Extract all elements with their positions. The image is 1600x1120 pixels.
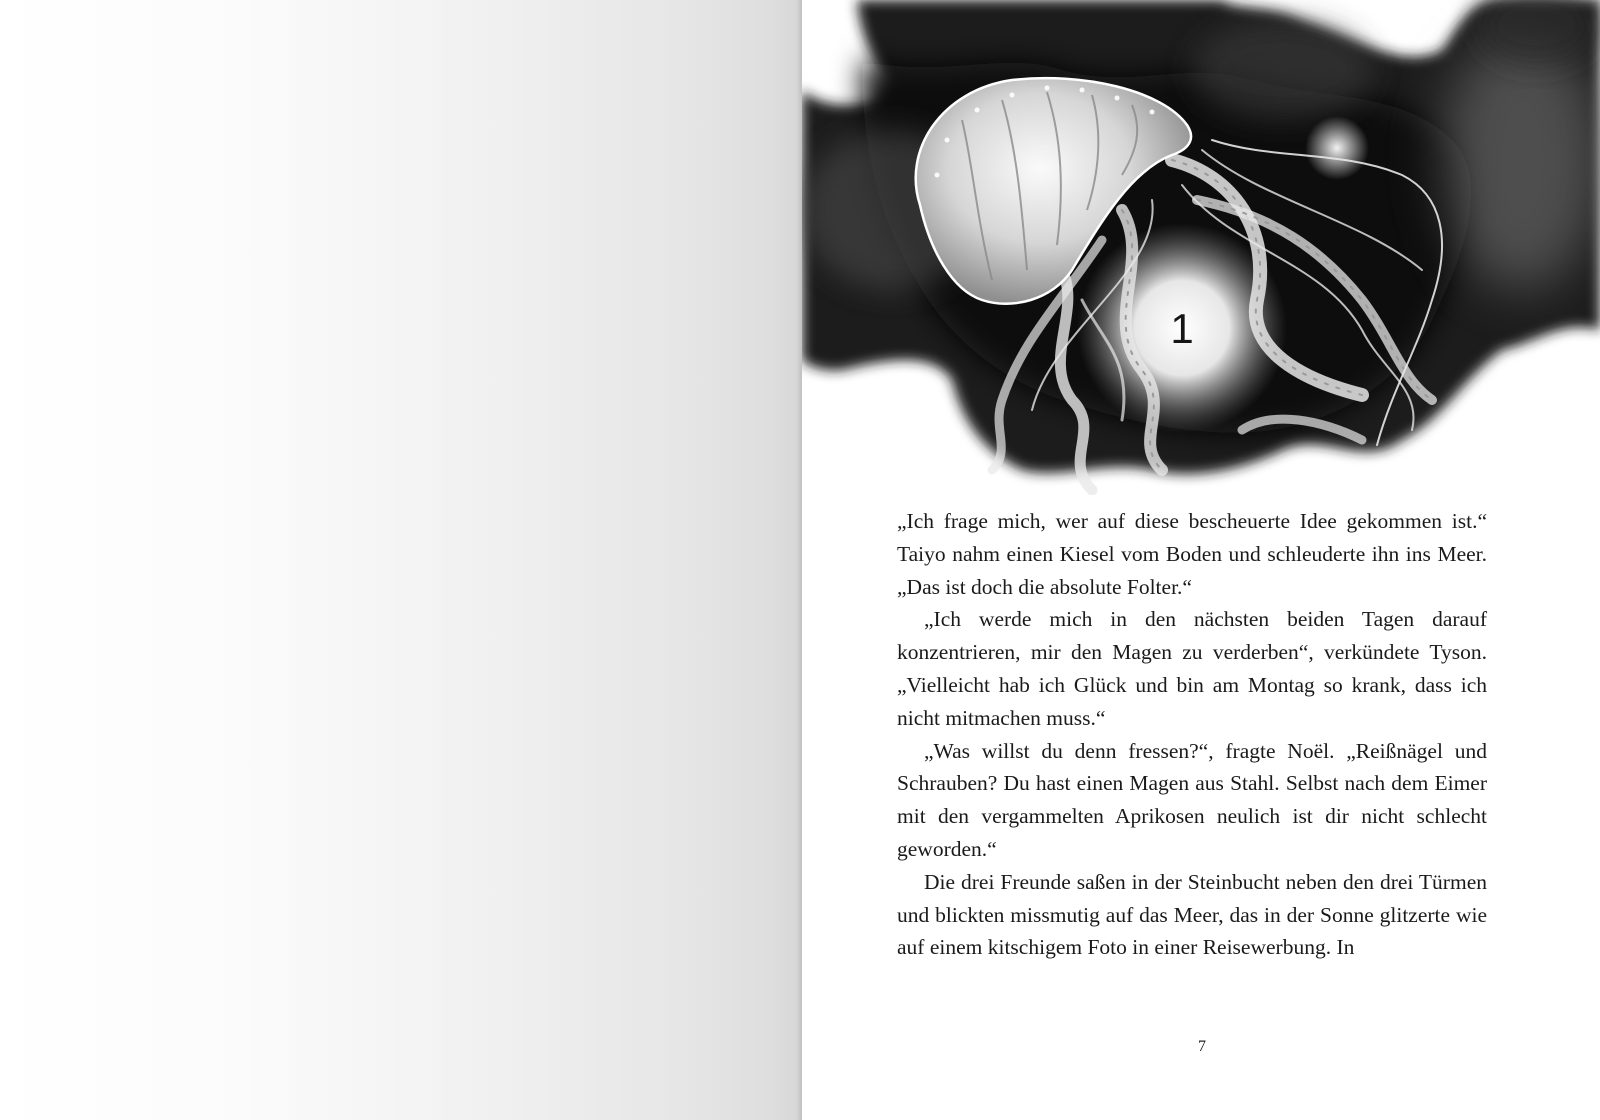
right-page — [802, 0, 1600, 1120]
paragraph: „Ich frage mich, wer auf diese bescheuerte Idee gekommen ist.“ Taiyo nahm einen Kiesel vom Boden und schleuderte ihn ins Meer. „Das ist doch die absolute Folter.“ — [897, 509, 1487, 599]
page-number: 7 — [1198, 1038, 1206, 1055]
paragraph: Die drei Freunde saßen in der Steinbucht neben den drei Türmen und blickten missmutig auf das Meer, das in der Sonne glitzerte wie auf einem kitschigem Foto in einer Reisewerbung. In — [897, 869, 1487, 960]
jellyfish-illustration — [802, 0, 1600, 495]
paragraph: „Was willst du denn fressen?“, fragte Noël. „Reißnägel und Schrauben? Du hast einen Magen aus Stahl. Selbst nach dem Eimer mit den vergammelten Aprikosen neulich ist dir nicht schlecht geworden.“ — [897, 738, 1487, 861]
paragraph: „Ich werde mich in den nächsten beiden Tagen darauf konzentrieren, mir den Magen zu verderben“, verkündete Tyson. „Vielleicht hab ich Glück und bin am Montag so krank, dass ich nicht mitmachen muss.“ — [897, 607, 1487, 730]
small-glow-orb — [1305, 116, 1369, 180]
body-text — [897, 505, 1487, 964]
chapter-number: 1 — [1170, 305, 1194, 352]
